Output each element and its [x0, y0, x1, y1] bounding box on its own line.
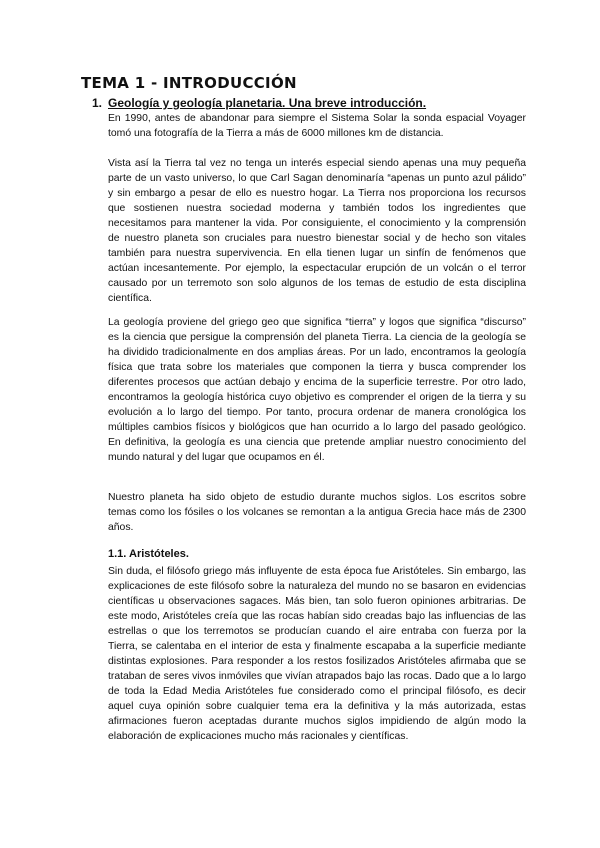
paragraph-voyager: En 1990, antes de abandonar para siempre el Sistema Solar la sonda espacial Voyager tomó una fotografía de la Tierra a más de 6000 millones km de distancia. — [108, 113, 526, 139]
section-title: Geología y geología planetaria. Una breve introducción. — [108, 96, 427, 110]
paragraph-geology-definition: La geología proviene del griego geo que significa “tierra” y logos que significa “discurso” es la ciencia que persigue la comprensión del planeta Tierra. La ciencia de la geología se ha dividido tradicionalmente en dos amplias áreas. Por un lado, encontramos la geología física que trata sobre los materiales que componen la tierra y busca comprender los diferentes procesos que actúan debajo y encima de la superficie terrestre. Por otro lado, encontramos la geología histórica cuyo objetivo es comprender el origen de la tierra y su evolución a lo largo del tiempo. Por tanto, procura ordenar de manera cronológica los múltiples cambios físicos y biológicos que han ocurrido a lo largo del pasado geológico. En definitiva, la geología es una ciencia que pretende ampliar nuestro conocimiento del mundo natural y del lugar que ocupamos en él. — [108, 317, 526, 463]
paragraph-aristoteles: Sin duda, el filósofo griego más influyente de esta época fue Aristóteles. Sin embargo, las explicaciones de este filósofo sobre la naturaleza del mundo no se basaron en evidencias científicas u observaciones sagaces. Más bien, tan solo fueron opiniones arbitrarias. De este modo, Aristóteles creía que las rocas habían sido creadas bajo las influencias de las estrellas o que los terremotos se producían cuando el aire entraba con fuerza por la Tierra, se calentaba en el interior de esta y finalmente escapaba a la superficie mediante distintas explosiones. Para responder a los restos fosilizados Aristóteles afirmaba que se trataban de seres vivos inmóviles que vivían atrapados bajo las rocas. Dado que a lo largo de toda la Edad Media Aristóteles fue considerado como el principal filósofo, es decir aquel cuya opinión sobre cualquier tema era la definitiva y la más autorizada, estas afirmaciones fueron aceptadas durante muchos siglos impidiendo de algún modo la elaboración de explicaciones mucho más racionales y científicas. — [108, 566, 526, 742]
paragraph-history: Nuestro planeta ha sido objeto de estudio durante muchos siglos. Los escritos sobre temas como los fósiles o los volcanes se remontan a la antigua Grecia hace más de 2300 años. — [108, 492, 526, 533]
subsection-heading: 1.1. Aristóteles. — [108, 548, 189, 560]
tema-title: TEMA 1 - INTRODUCCIÓN — [81, 74, 297, 92]
section-number: 1. — [92, 96, 103, 110]
paragraph-earth: Vista así la Tierra tal vez no tenga un interés especial siendo apenas una muy pequeña parte de un vasto universo, lo que Carl Sagan denominaría “apenas un punto azul pálido” y sin embargo a pesar de ello es nuestro hogar. La Tierra nos proporciona los recursos que sostienen nuestra sociedad moderna y también todos los ingredientes que necesitamos para mantener la vida. Por consiguiente, el conocimiento y la comprensión de nuestro planeta son cruciales para nuestro bienestar social y de hecho son vitales también para nuestra supervivencia. En ella tienen lugar un sinfín de fenómenos que actúan incesantemente. Por ejemplo, la espectacular erupción de un volcán o el terror causado por un terremoto son solo algunos de los temas de estudio de esta disciplina científica. — [108, 158, 526, 304]
section-heading — [92, 96, 426, 110]
